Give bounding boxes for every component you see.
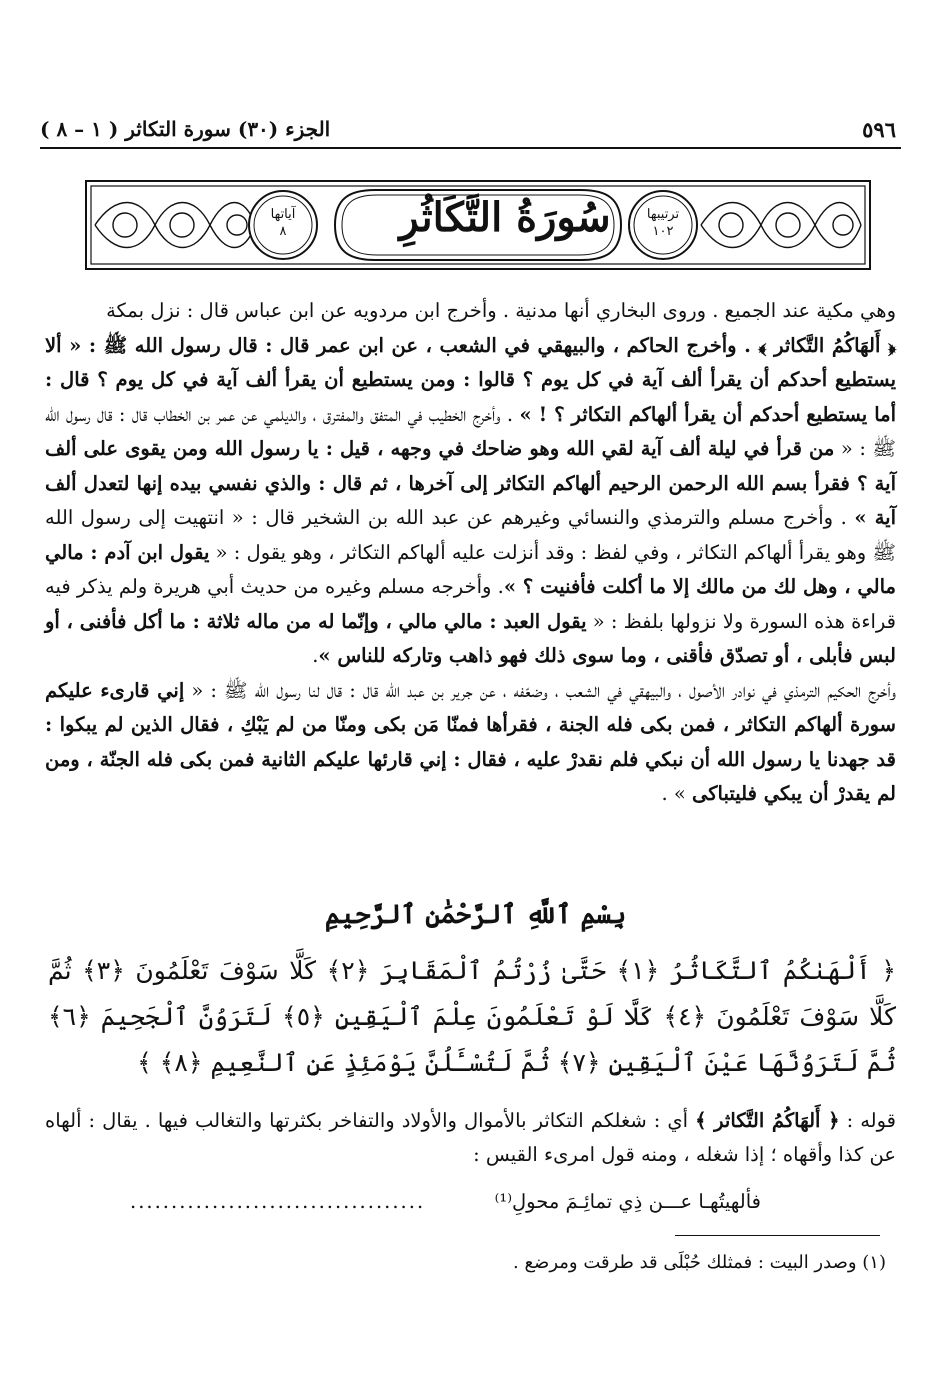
narration-text: » . — [661, 782, 692, 805]
narration-text: . وأخرج مسلم والترمذي والنسائي وغيرهم عن عبد الله بن الشخير قال : « انتهيت إلى رسول الله ﷺ وهو يقرأ ألهاكم التكاثر ، وفي لفظ : وقد أنزلت عليه ألهاكم التكاثر ، وهو يقول : « — [45, 506, 896, 564]
surah-verse-count — [253, 206, 313, 240]
narration-text: . وأخرجه مسلم وغيره من حديث أبي هريرة ولم يذكر فيه قراءة هذه السورة ولا نزولها بلفظ : « — [45, 575, 896, 633]
introduction-text — [45, 294, 896, 812]
running-header — [40, 112, 896, 146]
narration-text: وأخرج الحكيم الترمذي في نوادر الأصول ، والبيهقي في الشعب ، وضعّفه ، عن جرير بن عبد الله قال : قال لنا رسول الله ﷺ : « — [184, 678, 896, 702]
commentary-body: أي : شغلكم التكاثر بالأموال والأولاد والتفاخر بكثرتها والتغالب فيها . يقال : ألهاه عن كذا وأقهاه ؛ إذا شغله ، ومنه قول امرىء القيس : — [45, 1109, 896, 1166]
surah-order-label: ترتيبها — [646, 207, 680, 222]
surah-verses-label: آياتها — [270, 207, 296, 222]
hadith-text: يقول ابن آدم : مالي مالي ، وهل لك من مالك إلا ما أكلت فأفنيت ؟ » — [45, 540, 896, 598]
footnote-divider — [675, 1235, 880, 1236]
running-title: الجزء (٣٠) سورة التكاثر ( ١ – ٨ ) — [40, 117, 331, 141]
hadith-paragraph — [45, 674, 896, 812]
hadith-text: إني قارىء عليكم سورة ألهاكم التكاثر ، فمن بكى فله الجنة ، فقرأها فمنّا مَن بكى ومنّا من لم يَبْكِ ، فقال الذين لم يبكوا : قد جهدنا يا رسول الله أن نبكي فلم نقدرْ عليه ، فقال : إني قارئها عليكم الثانية فمن بكى فله الجنّة ، ومن لم يقدرْ أن يبكي فليتباكى — [45, 678, 896, 805]
hadith-text: يقول العبد : مالي مالي ، وإنّما له من ماله ثلاثة : ما أكل فأفنى ، أو لبس فأبلى ، أو تصدّق فأقنى ، وما سوى ذلك فهو ذاهب وتاركه للناس » — [45, 609, 896, 667]
commentary-text — [45, 1104, 896, 1172]
intro-paragraph — [45, 294, 896, 329]
surah-verses-value: ٨ — [279, 224, 287, 239]
footnote: (١) وصدر البيت : فمثلك حُبْلَى قد طرقت ومرضع . — [513, 1252, 886, 1273]
header-divider — [40, 147, 901, 149]
hadith-text: من قرأ في ليلة ألف آية لقي الله وهو ضاحك في وجهه ، قيل : يا رسول الله ومن يقوى على ألف آية ؟ فقرأ بسم الله الرحمن الرحيم ألهاكم التكاثر إلى آخرها ، ثم قال : والذي نفسي بيده إنها لتعدل ألف آية » — [45, 437, 896, 529]
page-number: ٥٩٦ — [862, 116, 896, 142]
quran-citation: ﴿ أَلهَاكُمُ التَّكاثر ﴾ . وأخرج الحاكم ، والبيهقي في الشعب ، عن ابن عمر قال : قال رسول الله ﷺ : « — [61, 333, 896, 357]
commentary-lead: قوله : — [839, 1109, 896, 1132]
basmala: بِسْمِ ٱللَّهِ ٱلرَّحْمَٰنِ ٱلرَّحِيمِ — [324, 900, 627, 930]
surah-order — [633, 206, 693, 240]
quran-verses: ﴿ أَلْهَىٰكُمُ ٱلتَّكَاثُرُ ﴿١﴾ حَتَّىٰ زُرْتُمُ ٱلْمَقَابِرَ ﴿٢﴾ كَلَّا سَوْفَ تَعْلَمُونَ ﴿٣﴾ ثُمَّ كَلَّا سَوْفَ تَعْلَمُونَ ﴿٤﴾ كَلَّا لَوْ تَعْلَمُونَ عِلْمَ ٱلْيَقِينِ ﴿٥﴾ لَتَرَوُنَّ ٱلْجَحِيمَ ﴿٦﴾ ثُمَّ لَتَرَوُنَّهَا عَيْنَ ٱلْيَقِينِ ﴿٧﴾ ثُمَّ لَتُسْـَٔلُنَّ يَوْمَئِذٍ عَنِ ٱلنَّعِيمِ ﴿٨﴾ ﴾ — [48, 956, 896, 1077]
surah-order-value: ١٠٢ — [652, 224, 674, 239]
surah-name: سُورَةُ التَّكَاثُرِ — [399, 194, 611, 241]
narration-text: . وأخرج الخطيب في المتفق والمفترق ، والديلمي عن عمر بن الخطاب قال : قال رسول الله ﷺ : « — [45, 402, 896, 460]
hadith-paragraph — [45, 329, 896, 674]
hadith-text: ألا يستطيع أحدكم أن يقرأ ألف آية في كل يوم ؟ قالوا : ومن يستطيع أن يقرأ ألف آية في كل يوم ؟ قال : أما يستطيع أحدكم أن يقرأ ألهاكم التكاثر ؟ ! » — [45, 333, 896, 426]
poetry-verse — [130, 1190, 761, 1213]
intro-line: وهي مكية عند الجميع . وروى البخاري أنها مدنية . وأخرج ابن مردويه عن ابن عباس قال : نزل بمكة — [106, 299, 896, 322]
narration-text: . — [312, 644, 319, 667]
commentary-paragraph — [45, 1104, 896, 1172]
quran-citation: ﴿ أَلهَاكُمُ التَّكاثر ﴾ — [695, 1109, 840, 1132]
poetry-hemistich: فألهيتُهـا عـــن ذِي تمائِـمَ محولِ⁽¹⁾ — [494, 1190, 761, 1213]
poetry-ellipsis: .................................... — [130, 1190, 426, 1213]
surah-banner — [85, 180, 871, 270]
